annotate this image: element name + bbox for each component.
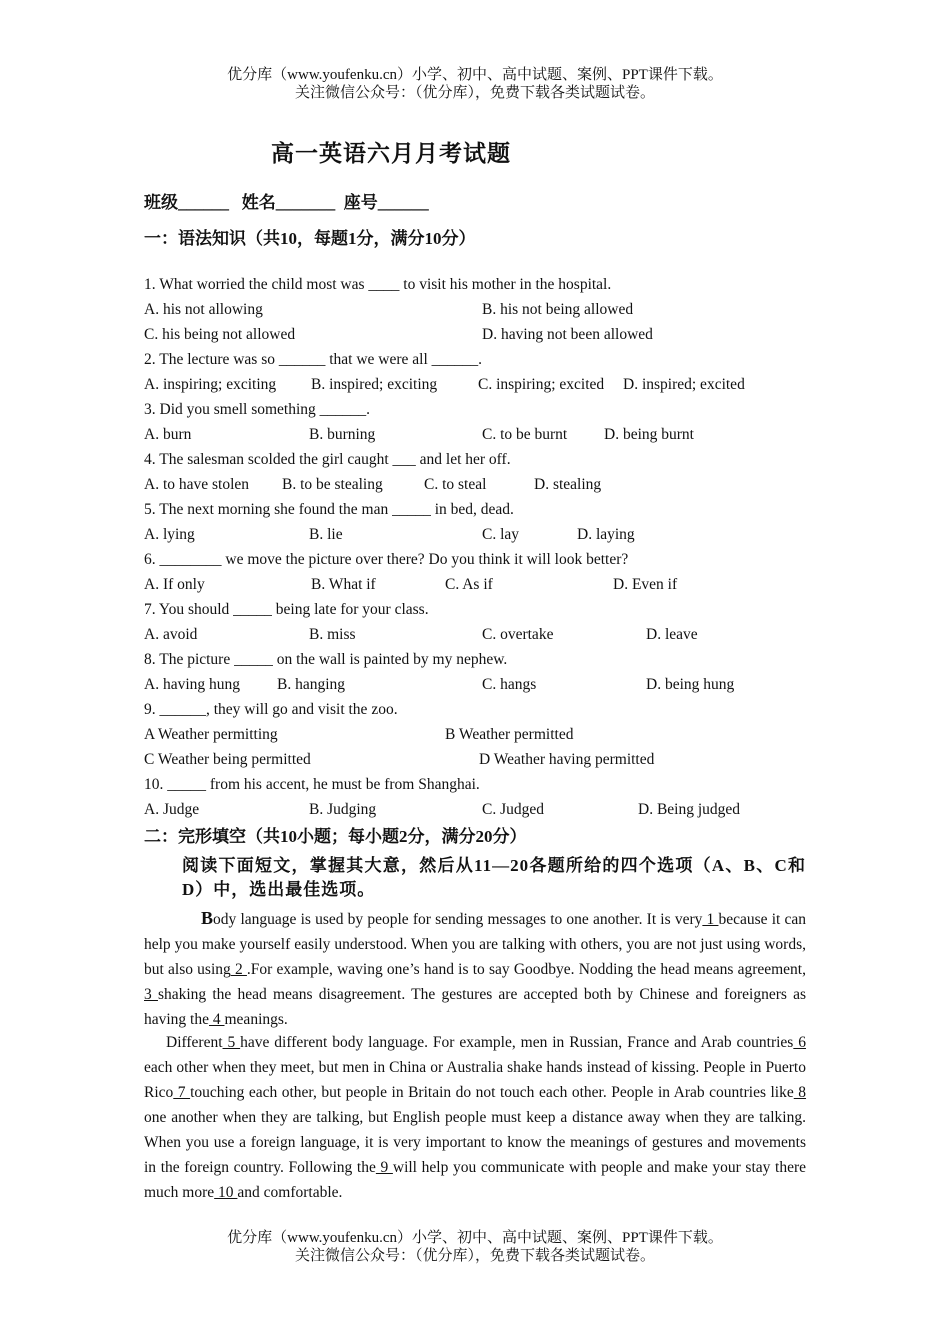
question-5-option-d: D. laying [577,526,635,543]
question-9-option-b: B Weather permitted [445,726,574,743]
header-line-2: 关注微信公众号：（优分库），免费下载各类试题试卷。 [294,85,655,101]
question-2-option-c: C. inspiring; excited [478,376,605,393]
question-10-options [144,797,806,822]
question-6-stem: 6. ________ we move the picture over there? Do you think it will look better? [144,551,629,568]
question-5-options [144,522,806,547]
question-3-stem: 3. Did you smell something ______. [144,401,371,418]
question-6-options [144,572,806,597]
question-7-option-b: B. miss [309,626,356,643]
question-3-option-c: C. to be burnt [482,426,568,443]
question-1-option-b: B. his not being allowed [482,301,634,318]
section-2-heading: 二：完形填空（共10小题；每小题2分，满分20分） [144,827,527,846]
question-3-options [144,422,806,447]
question-1-options-row-2 [144,322,806,347]
question-6-option-b: B. What if [311,576,376,593]
student-info-line: 班级______ 姓名_______ 座号______ [144,193,429,212]
question-6-option-c: C. As if [445,576,493,593]
question-5-stem: 5. The next morning she found the man _____ in bed, dead. [144,501,514,518]
question-9-stem: 9. ______, they will go and visit the zoo. [144,701,398,718]
question-5-option-b: B. lie [309,526,343,543]
question-10-option-a: A. Judge [144,801,200,818]
question-7-options [144,622,806,647]
question-8-option-a: A. having hung [144,676,241,693]
cloze-paragraph-2: Different 5 have different body language. For example, men in Russian, France and Arab countries 6 each other when they meet, but men in China or Australia shake hands instead of kissing. People in Puerto Rico 7 touching each other, but people in Britain do not touch each other. People in Arab countries like 8 one another when they are talking, but English people must keep a distance away when they are talking. When you use a foreign language, it is very important to know the meanings of gestures and movements in the foreign country. Following the 9 will help you communicate with people and make your stay there much more 10 and comfortable. [144,1034,807,1201]
blank-3: 3 [144,986,158,1003]
question-9-options-row-1 [144,722,806,747]
blank-8: 8 [793,1084,807,1101]
question-7-stem: 7. You should _____ being late for your class. [144,601,429,618]
question-10-option-b: B. Judging [309,801,377,818]
section-1-heading: 一：语法知识（共10，每题1分，满分10分） [144,229,476,248]
blank-6: 6 [793,1034,806,1051]
blank-2: 2 [230,961,247,978]
question-9-option-d: D Weather having permitted [479,751,655,768]
question-5-option-c: C. lay [482,526,520,543]
cloze-paragraph-1: Body language is used by people for sending messages to one another. It is very 1 because it can help you make yourself easily understood. When you are talking with others, you are not just using words, but also using 2 .For example, waving one’s hand is to say Goodbye. Nodding the head means agreement, 3 shaking the head means disagreement. The gestures are accepted both by Chinese and foreigners as having the 4 meanings. [144,908,807,1028]
question-9-options-row-2 [144,747,806,772]
question-6-option-a: A. If only [144,576,205,593]
question-3-option-d: D. being burnt [604,426,694,443]
question-1-option-a: A. his not allowing [144,301,263,318]
question-2-option-a: A. inspiring; exciting [144,376,277,393]
question-8-option-c: C. hangs [482,676,537,693]
question-7-option-a: A. avoid [144,626,198,643]
question-2-option-d: D. inspired; excited [623,376,745,393]
question-6-option-d: D. Even if [613,576,678,593]
question-4-stem: 4. The salesman scolded the girl caught ___ and let her off. [144,451,511,468]
question-7-option-d: D. leave [646,626,698,643]
question-2-stem: 2. The lecture was so ______ that we were all ______. [144,351,483,368]
question-2-options [144,372,806,397]
question-10-option-d: D. Being judged [638,801,741,818]
question-4-option-a: A. to have stolen [144,476,250,493]
question-7-option-c: C. overtake [482,626,554,643]
blank-4: 4 [209,1011,225,1028]
header-line-1: 优分库（www.youfenku.cn）小学、初中、高中试题、案例、PPT课件下载。 [227,67,723,83]
drop-cap: B [201,908,214,928]
question-1-stem: 1. What worried the child most was ____ to visit his mother in the hospital. [144,276,612,293]
question-8-stem: 8. The picture _____ on the wall is painted by my nephew. [144,651,508,668]
blank-10: 10 [214,1184,238,1201]
blank-1: 1 [702,911,719,928]
question-8-option-d: D. being hung [646,676,735,693]
question-3-option-b: B. burning [309,426,376,443]
section-2-instruction: 阅读下面短文，掌握其大意，然后从11—20各题所给的四个选项（A、B、C和D）中，选出最佳选项。 [182,856,806,899]
question-8-options [144,672,806,697]
question-4-options [144,472,806,497]
question-9-option-c: C Weather being permitted [144,751,311,768]
question-10-stem: 10. _____ from his accent, he must be from Shanghai. [144,776,480,793]
blank-9: 9 [375,1159,393,1176]
blank-7: 7 [173,1084,191,1101]
question-2-option-b: B. inspired; exciting [311,376,438,393]
blank-5: 5 [222,1034,241,1051]
question-1-options-row-1 [144,297,806,322]
question-4-option-d: D. stealing [534,476,602,493]
question-4-option-c: C. to steal [424,476,487,493]
footer-line-2: 关注微信公众号：（优分库），免费下载各类试题试卷。 [294,1248,655,1264]
question-1-option-c: C. his being not allowed [144,326,296,343]
question-8-option-b: B. hanging [277,676,346,693]
question-4-option-b: B. to be stealing [282,476,383,493]
question-1-option-d: D. having not been allowed [482,326,653,343]
question-5-option-a: A. lying [144,526,195,543]
question-3-option-a: A. burn [144,426,192,443]
footer-line-1: 优分库（www.youfenku.cn）小学、初中、高中试题、案例、PPT课件下载。 [227,1230,723,1246]
question-9-option-a: A Weather permitting [144,726,278,743]
question-10-option-c: C. Judged [482,801,544,818]
exam-title: 高一英语六月月考试题 [271,141,511,166]
